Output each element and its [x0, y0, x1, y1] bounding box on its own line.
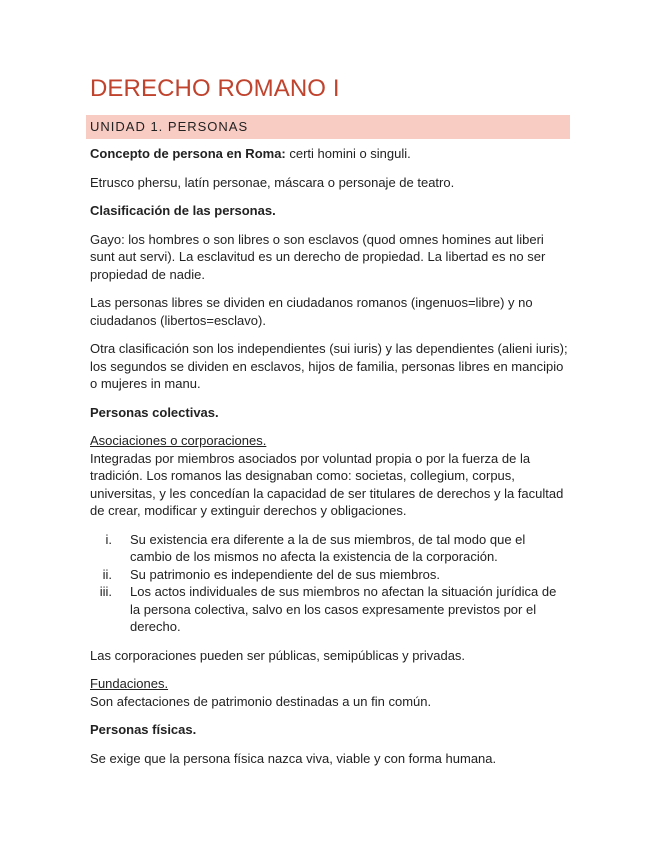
etrusco-paragraph: Etrusco phersu, latín personae, máscara o personaje de teatro. [90, 174, 455, 190]
fisicas-heading [90, 721, 570, 739]
asociaciones-title: Asociaciones o corporaciones. [90, 433, 267, 448]
concepto-text: certi homini o singuli. [285, 146, 411, 161]
list-item-text: Su existencia era diferente a la de sus miembros, de tal modo que el cambio de los mismos no afecta la existencia de la corporación. [130, 531, 526, 564]
asociaciones-paragraph [90, 432, 570, 520]
fisicas-heading-text: Personas físicas. [90, 722, 197, 737]
characteristics-list [90, 531, 570, 636]
fundaciones-paragraph [90, 675, 570, 710]
fisicas-paragraph: Se exige que la persona física nazca viva, viable y con forma humana. [90, 750, 497, 766]
list-item [90, 583, 570, 636]
clasificacion-heading-text: Clasificación de las personas. [90, 203, 276, 218]
clasificacion-heading [90, 202, 570, 220]
asociaciones-text: Integradas por miembros asociados por voluntad propia o por la fuerza de la tradición. Los romanos las designaban como: societas, collegium, corpus, universitas, y les concedían la capacidad de ser titulares de derechos y la facultad de crear, modificar y extinguir derechos y obligaciones. [90, 450, 564, 518]
corporaciones-paragraph: Las corporaciones pueden ser públicas, semipúblicas y privadas. [90, 647, 466, 663]
libres-paragraph: Las personas libres se dividen en ciudadanos romanos (ingenuos=libre) y no ciudadanos (libertos=esclavo). [90, 295, 533, 328]
fundaciones-title: Fundaciones. [90, 676, 169, 691]
list-item-text: Los actos individuales de sus miembros no afectan la situación jurídica de la persona colectiva, salvo en los casos expresamente previstos por el derecho. [130, 584, 557, 634]
list-item [90, 531, 570, 566]
concepto-label: Concepto de persona en Roma: [90, 146, 286, 161]
document-title: DERECHO ROMANO I [90, 75, 340, 102]
list-item-text: Su patrimonio es independiente del de sus miembros. [130, 566, 441, 582]
list-item-number: iii. [99, 584, 112, 599]
gayo-paragraph: Gayo: los hombres o son libres o son esclavos (quod omnes homines aut liberi sunt aut servi). La esclavitud es un derecho de propiedad. La libertad es no ser propiedad de nadie. [90, 231, 546, 282]
fundaciones-text: Son afectaciones de patrimonio destinadas a un fin común. [90, 693, 432, 709]
colectivas-heading [90, 404, 570, 422]
document-content [90, 74, 570, 778]
concepto-paragraph [90, 145, 570, 163]
list-item-number: ii. [102, 566, 112, 582]
unit-heading: UNIDAD 1. PERSONAS [86, 115, 570, 139]
list-item [90, 566, 570, 584]
otra-clasificacion-paragraph: Otra clasificación son los independientes (sui iuris) y las dependientes (alieni iuris); los segundos se dividen en esclavos, hijos de familia, personas libres en mancipio o mujeres in manu. [90, 341, 568, 391]
colectivas-heading-text: Personas colectivas. [90, 404, 219, 420]
list-item-number: i. [105, 531, 112, 547]
